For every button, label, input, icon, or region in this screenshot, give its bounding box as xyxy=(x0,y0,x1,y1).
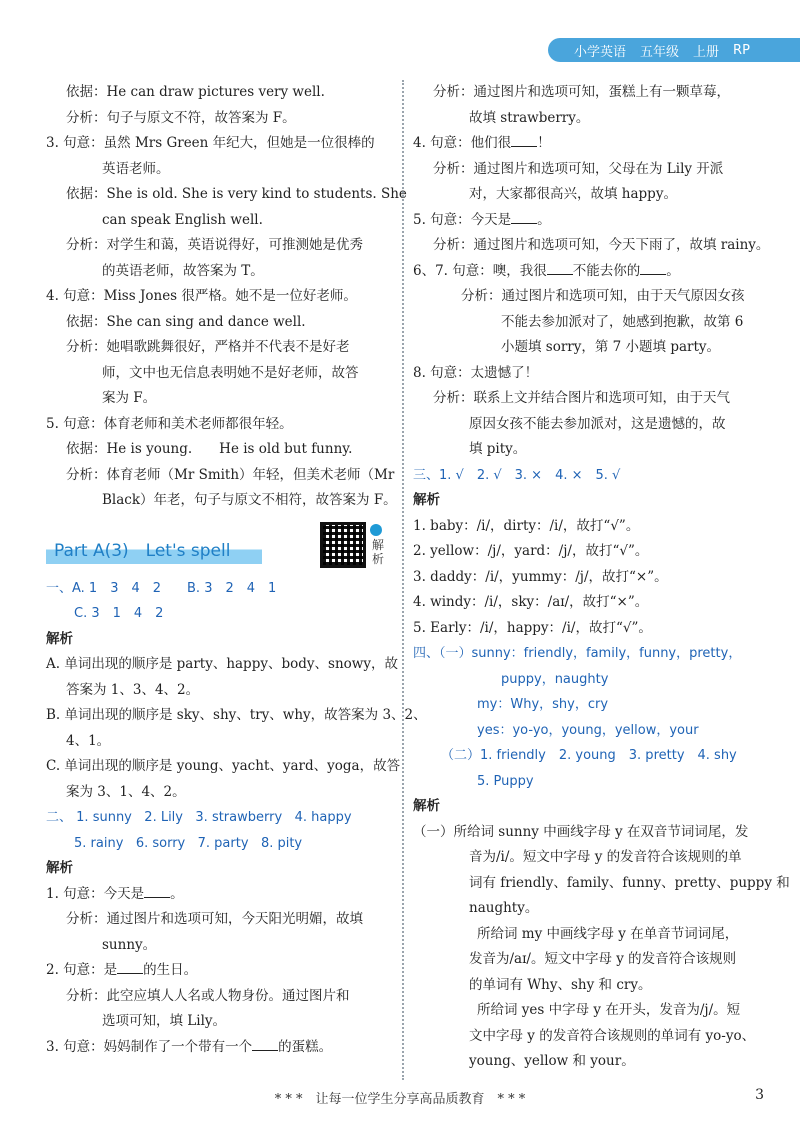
blank xyxy=(117,959,143,974)
blank xyxy=(511,209,537,224)
text-line: 5. Early：/i/，happy：/i/，故打“√”。 xyxy=(413,619,652,636)
qr-code-icon[interactable] xyxy=(320,522,366,568)
blank xyxy=(511,132,537,147)
text-line: 词有 friendly、family、funny、pretty、puppy 和 xyxy=(469,874,790,891)
text-line: 文中字母 y 的发音符合该规则的单词有 yo-yo、 xyxy=(469,1027,756,1044)
text-line: 分析：此空应填人人名或人物身份。通过图片和 xyxy=(66,987,350,1004)
left-column xyxy=(46,80,427,1060)
text-line: 选项可知，填 Lily。 xyxy=(102,1013,227,1029)
jiexi-label: 解析 xyxy=(413,798,440,814)
text-line: 案为 F。 xyxy=(102,390,157,406)
section-2-answers-row-1 xyxy=(46,805,394,831)
text-line: naughty。 xyxy=(469,900,539,916)
question-5: 5. 句意：体育老师和美术老师都很年轻。 xyxy=(46,415,293,432)
right-column xyxy=(413,80,790,1075)
section-2-answers-row-2 xyxy=(46,831,394,857)
jiexi-label: 解析 xyxy=(46,860,73,876)
text-line: 英语老师。 xyxy=(102,160,170,177)
text-line: 分析：体育老师（Mr Smith）年轻，但美术老师（Mr xyxy=(66,466,395,483)
text-line: 的单词有 Why、shy 和 cry。 xyxy=(469,976,652,993)
answer-item: 3. strawberry xyxy=(195,810,283,825)
text-span: 6、7. 句意：噢，我很 xyxy=(413,262,547,279)
text-span: ！ xyxy=(537,135,551,151)
jiexi-label: 解析 xyxy=(46,630,73,647)
text-line: 依据：He can draw pictures very well. xyxy=(66,84,325,100)
section-4-answers: my：Why，shy，cry xyxy=(477,697,609,712)
column-divider xyxy=(402,80,404,1080)
text-line: 分析：对学生和蔼，英语说得好，可推测她是优秀 xyxy=(66,237,363,253)
blank xyxy=(144,883,170,898)
text-span: 的蛋糕。 xyxy=(278,1038,333,1055)
text-line: 依据：She is old. She is very kind to students. She xyxy=(66,186,407,202)
section-1-answers: 一、A. 1 3 4 2 B. 3 2 4 1 xyxy=(46,580,277,596)
header-edition: RP xyxy=(733,42,750,58)
text-line: （一）所给词 sunny 中画线字母 y 在双音节词词尾，发 xyxy=(413,823,749,840)
part-a-header xyxy=(46,520,394,576)
text-line: 答案为 1、3、4、2。 xyxy=(66,681,200,698)
text-line xyxy=(413,259,763,285)
text-line: 所给词 my 中画线字母 y 在单音节词词尾， xyxy=(477,925,739,942)
text-line: 原因女孩不能去参加派对，这是遗憾的，故 xyxy=(469,415,726,432)
text-line: 对，大家都很高兴，故填 happy。 xyxy=(469,186,677,202)
text-line: 分析：通过图片和选项可知，父母在为 Lily 开派 xyxy=(433,160,724,177)
answer-item: 2. Lily xyxy=(144,810,183,825)
section-4-answers: 四、（一）sunny：friendly，family，funny，pretty， xyxy=(413,646,742,661)
text-line: 发音为/aɪ/。短文中字母 y 的发音符合该规则 xyxy=(469,951,737,967)
text-line: 依据：She can sing and dance well. xyxy=(66,313,306,330)
blank xyxy=(547,260,573,275)
text-line: 小题填 sorry，第 7 小题填 party。 xyxy=(501,339,721,355)
text-span: 。 xyxy=(170,885,184,902)
section-4-answers: （二）1. friendly 2. young 3. pretty 4. shy xyxy=(441,748,737,763)
answer-item: 5. rainy xyxy=(74,835,124,851)
text-line xyxy=(413,131,763,157)
text-line: sunny。 xyxy=(102,936,157,953)
text-line: 分析：句子与原文不符，故答案为 F。 xyxy=(66,109,296,126)
text-line: Black）年老，句子与原文不相符，故答案为 F。 xyxy=(102,492,397,508)
text-line: 依据：He is young. He is old but funny. xyxy=(66,441,353,457)
text-line: 分析：通过图片和选项可知，今天下雨了，故填 rainy。 xyxy=(433,237,770,253)
section-3-answers: 三、1. √ 2. √ 3. × 4. × 5. √ xyxy=(413,467,621,483)
text-line: 案为 3、1、4、2。 xyxy=(66,783,186,800)
text-line: 4、1。 xyxy=(66,732,111,749)
text-line: 所给词 yes 中字母 y 在开头，发音为/j/。短 xyxy=(477,1002,741,1018)
text-line: C. 单词出现的顺序是 young、yacht、yard、yoga，故答 xyxy=(46,758,401,774)
text-span: 2. 句意：是 xyxy=(46,962,118,978)
answer-item: 8. pity xyxy=(260,835,303,851)
play-icon xyxy=(370,524,382,536)
text-line xyxy=(413,208,763,234)
text-span: 5. 句意：今天是 xyxy=(413,211,512,228)
text-span: 1. 句意：今天是 xyxy=(46,885,145,902)
section-4-answers: puppy，naughty xyxy=(501,671,609,687)
answer-item: 6. sorry xyxy=(135,835,186,851)
text-line: 2. yellow：/j/，yard：/j/，故打“√”。 xyxy=(413,543,649,559)
text-line: A. 单词出现的顺序是 party、happy、body、snowy，故 xyxy=(46,656,398,672)
header-subject: 小学英语 xyxy=(574,44,627,60)
text-line: 的英语老师，故答案为 T。 xyxy=(102,262,264,279)
section-4-answers: 5. Puppy xyxy=(477,773,534,789)
text-line: can speak English well. xyxy=(102,211,263,228)
section-2-prefix: 二、 xyxy=(46,810,73,825)
footer-slogan: * * * 让每一位学生分享高品质教育 * * * xyxy=(274,1092,526,1107)
blank xyxy=(252,1036,278,1051)
answer-item: 1. sunny xyxy=(76,810,132,825)
text-line: young、yellow 和 your。 xyxy=(469,1053,635,1069)
answer-item: 7. party xyxy=(197,835,249,851)
text-span: 的生日。 xyxy=(143,962,198,978)
text-line xyxy=(46,1035,394,1061)
text-line: 分析：通过图片和选项可知，由于天气原因女孩 xyxy=(461,288,745,304)
header-volume: 上册 xyxy=(693,44,720,60)
answer-item: 4. happy xyxy=(294,810,352,825)
text-line: 不能去参加派对了，她感到抱歉，故第 6 xyxy=(501,313,744,330)
text-line: 故填 strawberry。 xyxy=(469,109,590,126)
text-line: B. 单词出现的顺序是 sky、shy、try、why，故答案为 3、2、 xyxy=(46,707,427,723)
jiexi-label: 解析 xyxy=(413,492,440,508)
text-line: 4. windy：/i/，sky：/aɪ/，故打“×”。 xyxy=(413,594,649,610)
text-line: 1. baby：/i/，dirty：/i/，故打“√”。 xyxy=(413,517,640,534)
text-span: 3. 句意：妈妈制作了一个带有一个 xyxy=(46,1038,253,1055)
blank xyxy=(640,260,666,275)
qr-label: 解析 xyxy=(372,537,385,566)
section-1-answers-c: C. 3 1 4 2 xyxy=(74,606,164,621)
text-span: 不能去你的 xyxy=(572,262,641,279)
text-span: 4. 句意：他们很 xyxy=(413,135,512,151)
text-line xyxy=(46,882,394,908)
question-4: 4. 句意：Miss Jones 很严格。她不是一位好老师。 xyxy=(46,288,357,304)
text-line: 填 pity。 xyxy=(469,441,527,457)
part-title: Part A(3) Let's spell xyxy=(46,540,262,564)
text-line: 分析：她唱歌跳舞很好，严格并不代表不是好老 xyxy=(66,339,350,355)
text-span: 。 xyxy=(666,262,680,279)
text-line: 分析：通过图片和选项可知，今天阳光明媚，故填 xyxy=(66,911,363,927)
text-line xyxy=(46,958,394,984)
text-span: 。 xyxy=(537,211,551,228)
text-line: 师，文中也无信息表明她不是好老师，故答 xyxy=(102,364,359,381)
question-3: 3. 句意：虽然 Mrs Green 年纪大，但她是一位很棒的 xyxy=(46,135,375,151)
text-line: 3. daddy：/i/，yummy：/j/，故打“×”。 xyxy=(413,568,668,585)
section-4-answers: yes：yo-yo，young，yellow，your xyxy=(477,722,699,738)
text-line: 分析：通过图片和选项可知，蛋糕上有一颗草莓， xyxy=(433,84,730,100)
page-number: 3 xyxy=(755,1087,764,1103)
text-line: 音为/i/。短文中字母 y 的发音符合该规则的单 xyxy=(469,849,742,865)
text-line: 分析：联系上文并结合图片和选项可知，由于天气 xyxy=(433,390,730,406)
text-line: 8. 句意：太遗憾了！ xyxy=(413,364,539,381)
header-grade: 五年级 xyxy=(640,44,680,60)
header-tag xyxy=(548,38,800,62)
